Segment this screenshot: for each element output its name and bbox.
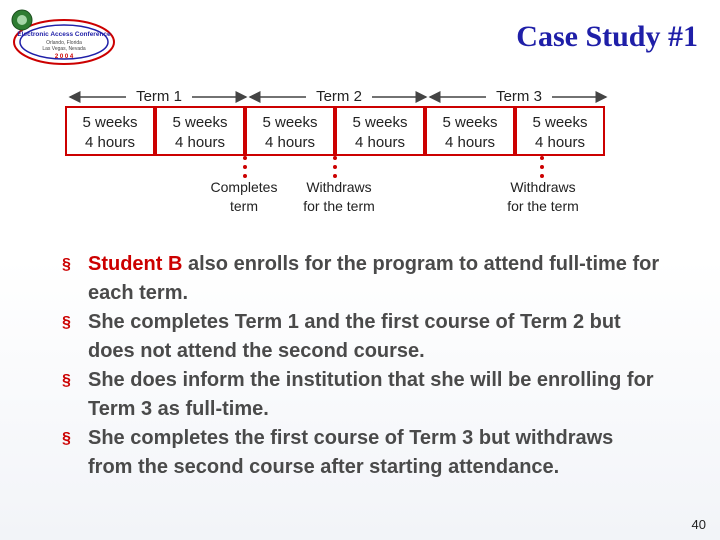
term-label-3: Term 3 (496, 88, 542, 105)
event-line2: term (230, 198, 258, 214)
course-box-5 (425, 106, 515, 156)
course-box-3 (245, 106, 335, 156)
bullet-marker-icon: § (62, 372, 71, 389)
bullet-list (62, 250, 662, 482)
bullet-marker-icon: § (62, 314, 71, 331)
bullet-item (62, 366, 662, 424)
bullet-marker-icon: § (62, 430, 71, 447)
course-weeks: 5 weeks (262, 114, 318, 131)
logo-name: Electronic Access Conference (17, 31, 111, 38)
logo-line3: Las Vegas, Nevada (42, 46, 86, 52)
course-weeks: 5 weeks (172, 114, 228, 131)
page-number: 40 (691, 517, 706, 532)
bullet-text: She completes the first course of Term 3 but withdraws from the second course after starting attendance. (88, 427, 614, 478)
course-hours: 4 hours (174, 134, 226, 151)
event-connector-completes (243, 156, 247, 178)
course-hours: 4 hours (354, 134, 406, 151)
bullet-text: also enrolls for the program to attend full-time for each term. (88, 253, 660, 304)
bullet-marker-icon: § (62, 256, 71, 273)
course-weeks: 5 weeks (352, 114, 408, 131)
course-weeks: 5 weeks (82, 114, 138, 131)
course-hours: 4 hours (84, 134, 136, 151)
event-line1: Completes (210, 179, 278, 195)
bullet-item (62, 424, 662, 482)
event-connector-withdraws-term2 (333, 156, 337, 178)
bullet-item (62, 308, 662, 366)
bullet-item (62, 250, 662, 308)
course-hours: 4 hours (444, 134, 496, 151)
event-connector-withdraws-term3 (540, 156, 544, 178)
term-label-2: Term 2 (316, 88, 362, 105)
bullet-text: She does inform the institution that she will be enrolling for Term 3 as full-time. (88, 369, 654, 420)
course-hours: 4 hours (534, 134, 586, 151)
course-box-2 (155, 106, 245, 156)
logo-line2: Orlando, Florida (46, 40, 82, 46)
course-weeks: 5 weeks (532, 114, 588, 131)
student-highlight: Student B (88, 253, 183, 275)
course-weeks: 5 weeks (442, 114, 498, 131)
event-line2: for the term (507, 198, 579, 214)
course-box-1 (65, 106, 155, 156)
event-line2: for the term (303, 198, 375, 214)
event-withdraws-term2 (284, 178, 394, 216)
term-label-1: Term 1 (136, 88, 182, 105)
event-completes-term (198, 178, 290, 216)
logo-year: 2 0 0 4 (54, 54, 74, 60)
event-line1: Withdraws (510, 179, 576, 195)
course-box-6 (515, 106, 605, 156)
bullet-text: She completes Term 1 and the first course of Term 2 but does not attend the second course. (88, 311, 621, 362)
event-withdraws-term3 (487, 178, 599, 216)
course-hours: 4 hours (264, 134, 316, 151)
course-box-4 (335, 106, 425, 156)
slide-title: Case Study #1 (516, 20, 698, 53)
event-line1: Withdraws (306, 179, 372, 195)
